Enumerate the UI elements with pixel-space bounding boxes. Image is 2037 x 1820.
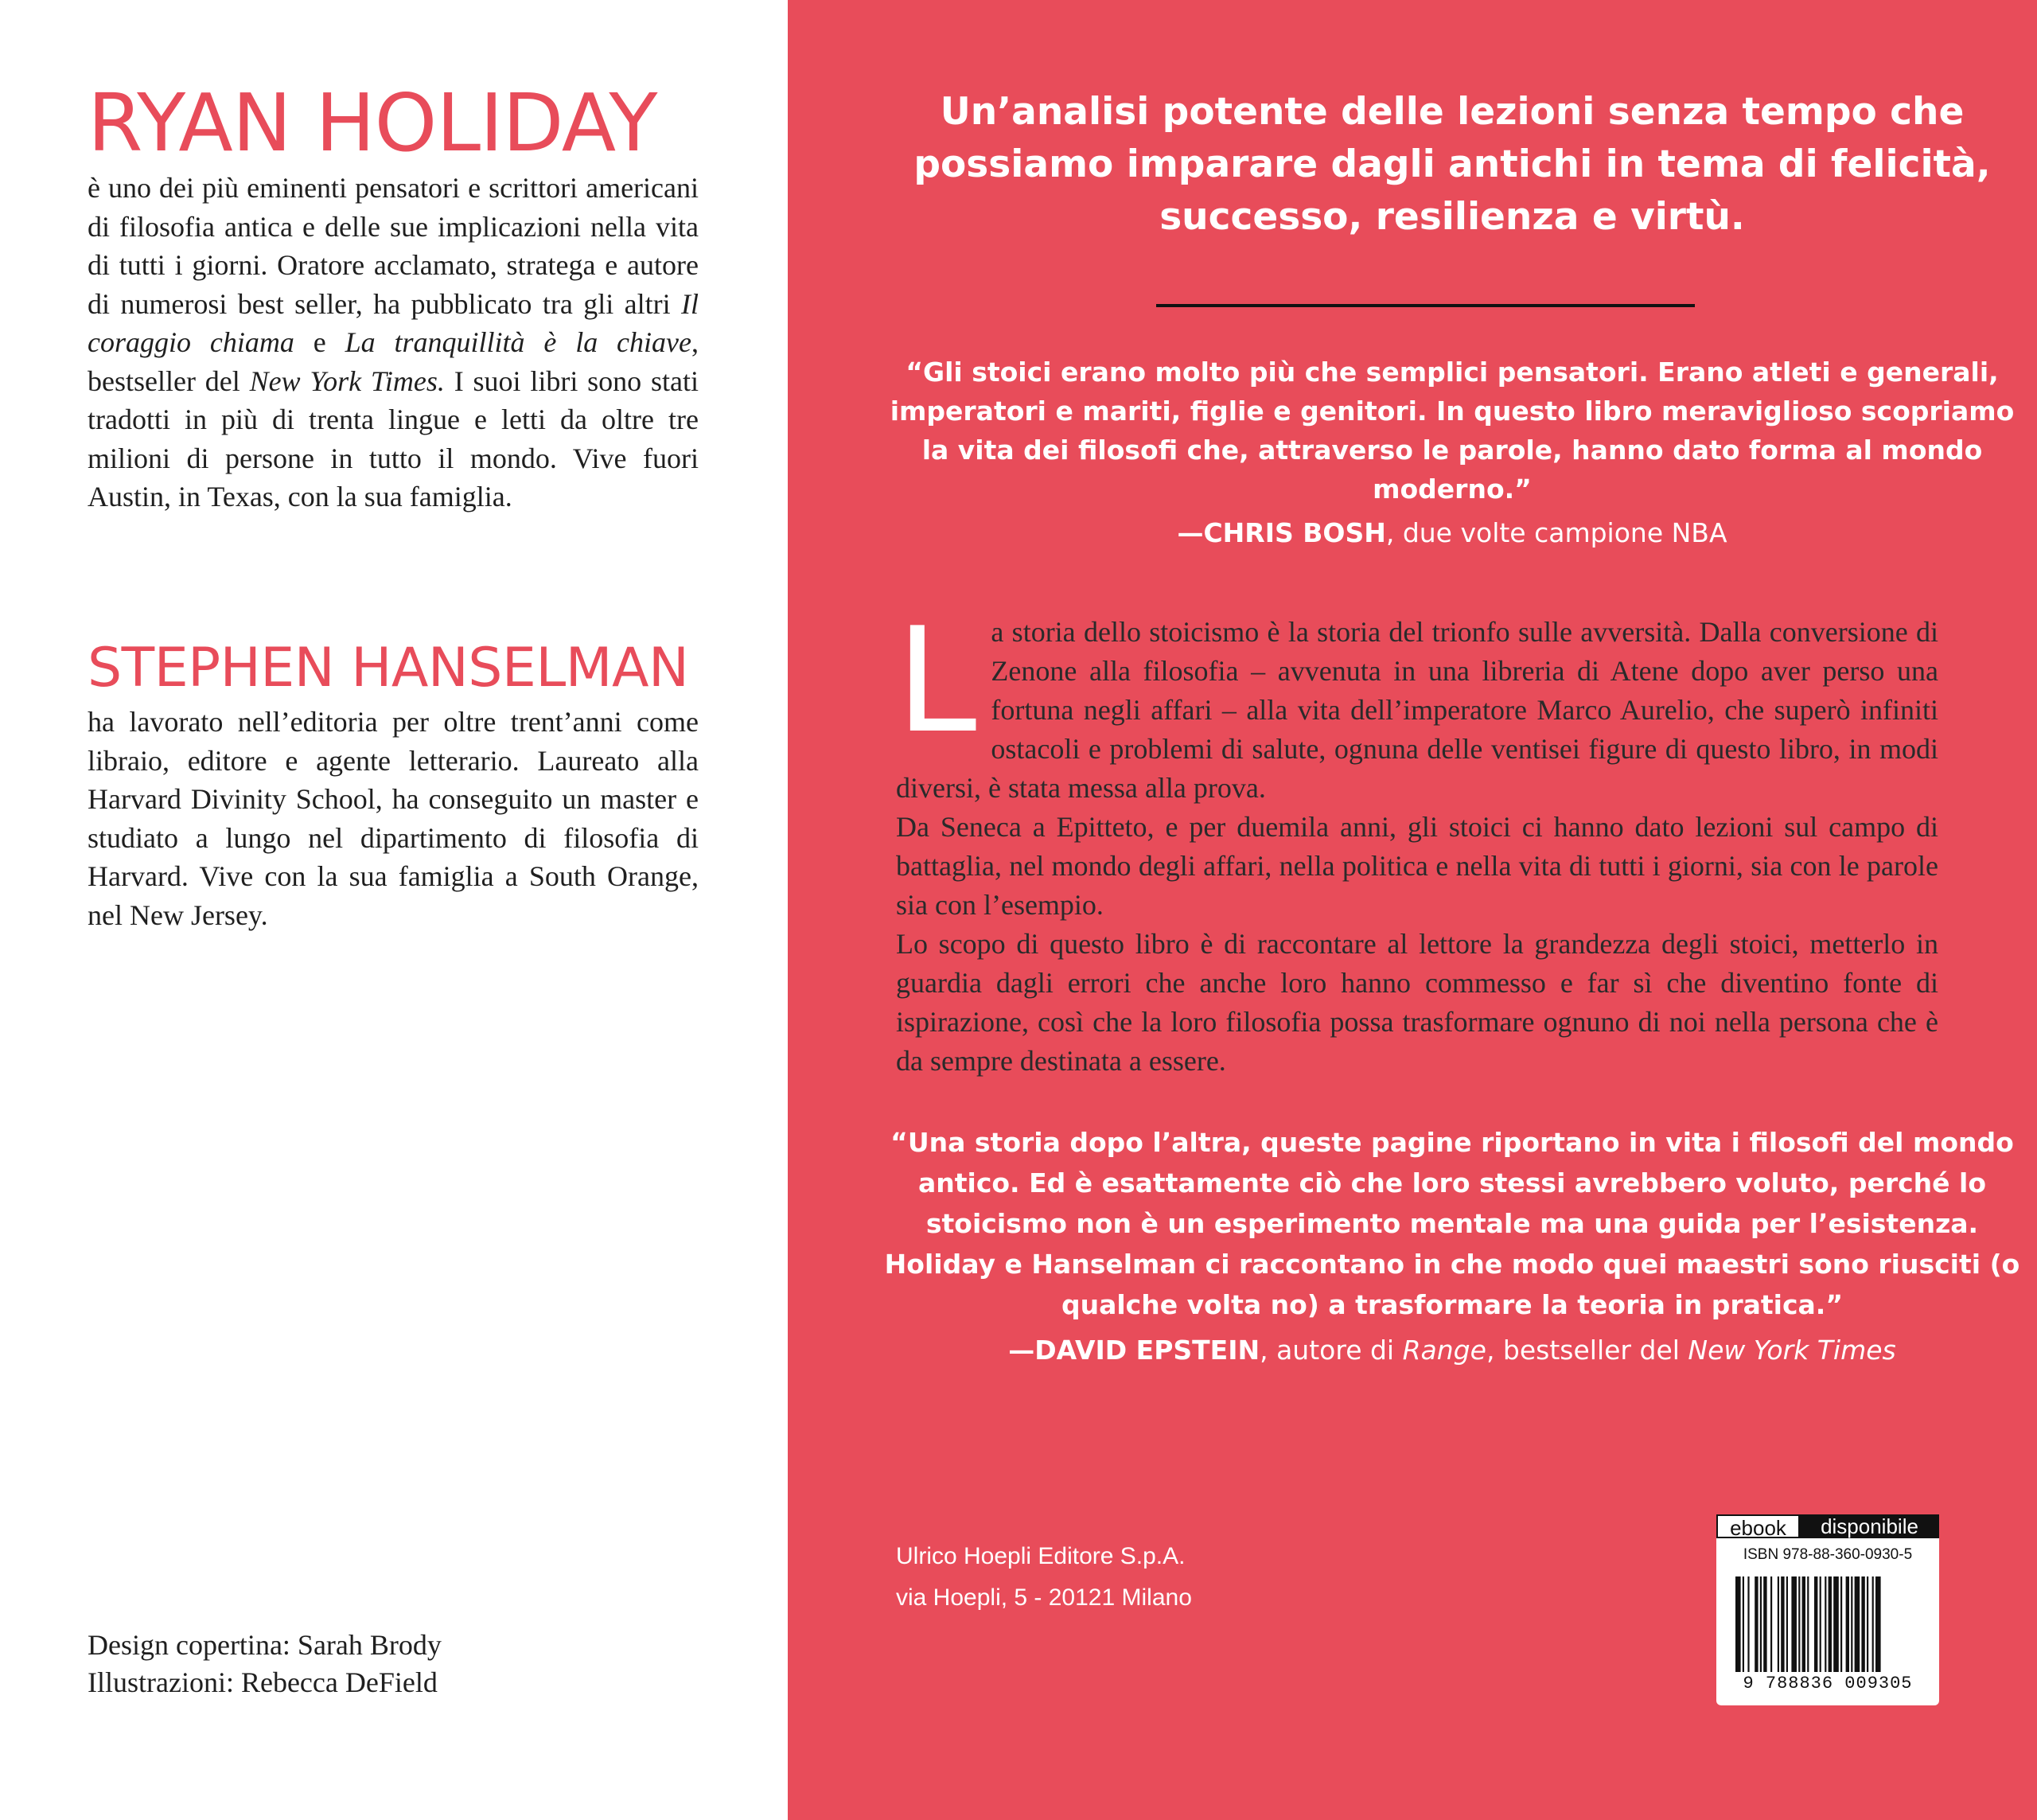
text-run: , bestseller del	[1486, 1335, 1688, 1366]
book-description	[896, 596, 1938, 1081]
description-paragraph-2: Da Seneca a Epitteto, e per duemila anni, gli stoici ci hanno dato lezioni sul campo di battaglia, nel mondo degli affari, nella politica e nella vita di tutti i giorni, sia con le parole sia con l’esempio.	[896, 811, 1938, 921]
bold-text: —CHRIS BOSH	[1177, 517, 1386, 548]
barcode-bar	[1763, 1576, 1766, 1672]
illustrations-credit: Illustrazioni: Rebecca DeField	[88, 1666, 438, 1698]
divider-line	[1156, 304, 1695, 307]
isbn-number: ISBN 978-88-360-0930-5	[1743, 1546, 1913, 1563]
barcode-bar	[1778, 1576, 1779, 1672]
barcode-bar	[1825, 1576, 1826, 1672]
text-run: , autore di	[1260, 1335, 1403, 1366]
barcode-bar	[1840, 1576, 1842, 1672]
barcode-bar	[1807, 1576, 1809, 1672]
isbn-barcode-block	[1716, 1514, 1939, 1705]
italic-text: New York Times	[1688, 1335, 1896, 1366]
drop-cap: L	[896, 596, 977, 765]
barcode-bar	[1814, 1576, 1817, 1672]
ebook-availability-badge	[1716, 1514, 1939, 1538]
endorsement-attribution	[875, 1330, 2029, 1370]
author-name-ryan-holiday: RYAN HOLIDAY	[88, 76, 657, 170]
author-bio-stephen-hanselman: ha lavorato nell’editoria per oltre trent’anni come libraio, editore e agente letterario. Laureato alla Harvard Divinity School, ha conseguito un master e studiato a lungo nel dipartimento di filosofia di Harvard. Vive con la sua famiglia a South Orange, nel New Jersey.	[88, 706, 699, 931]
italic-text: La tranquillità è la chiave	[345, 326, 691, 358]
publisher-name: Ulrico Hoepli Editore S.p.A.	[896, 1543, 1186, 1569]
barcode-bar	[1872, 1576, 1874, 1672]
barcode-bar	[1760, 1576, 1762, 1672]
left-flap	[0, 0, 788, 1820]
barcode-bar	[1747, 1576, 1749, 1672]
text-run: è uno dei più eminenti pensatori e scrittori americani di filosofia antica e delle sue implicazioni nella vita di tutti i giorni. Oratore acclamato, stratega e autore di numerosi best seller, ha pubblicato tra gli altri	[88, 172, 699, 320]
italic-text: Range	[1402, 1335, 1486, 1366]
ebook-label: ebook	[1716, 1514, 1800, 1538]
barcode-bar	[1770, 1576, 1772, 1672]
barcode-bar	[1861, 1576, 1864, 1672]
text-run: e	[294, 326, 345, 358]
barcode-bar	[1743, 1576, 1744, 1672]
barcode-bar	[1802, 1576, 1805, 1672]
barcode-bar	[1820, 1576, 1821, 1672]
barcode-bar	[1867, 1576, 1868, 1672]
barcode-bar	[1829, 1576, 1832, 1672]
publisher-address: via Hoepli, 5 - 20121 Milano	[896, 1584, 1192, 1611]
italic-text: New York Times.	[249, 364, 445, 397]
text-run: I suoi libri sono stati tradotti in più di trenta lingue e letti da oltre tre milioni di persone in tutto il mondo. Vive fuori Austin, in Texas, con la sua famiglia.	[88, 364, 699, 512]
barcode-bar	[1791, 1576, 1797, 1672]
barcode-bar	[1875, 1576, 1881, 1672]
endorsement-text: “Gli stoici erano molto più che semplici pensatori. Erano atleti e generali, imperatori e mariti, figlie e genitori. In questo libro meraviglioso scopriamo la vita dei filosofi che, attraverso le parole, hanno dato forma al mondo moderno.”	[890, 357, 2015, 505]
barcode-bar	[1735, 1576, 1741, 1672]
endorsement-david-epstein	[875, 1122, 2029, 1370]
barcode-bar	[1755, 1576, 1758, 1672]
author-bio-ryan-holiday	[88, 169, 699, 516]
barcode-bar	[1786, 1576, 1788, 1672]
italic-text: Il coraggio chiama	[88, 287, 699, 358]
cover-credits	[88, 1627, 442, 1701]
barcode-icon	[1735, 1576, 1920, 1672]
barcode-bar	[1798, 1576, 1800, 1672]
endorsement-chris-bosh	[875, 353, 2029, 552]
barcode-bar	[1781, 1576, 1784, 1672]
barcode-bar	[1851, 1576, 1852, 1672]
tagline: Un’analisi potente delle lezioni senza tempo che possiamo imparare dagli antichi in tema di felicità, successo, resilienza e virtù.	[913, 90, 1991, 239]
description-paragraph-3: Lo scopo di questo libro è di raccontare al lettore la grandezza degli stoici, metterlo in guardia dagli errori che anche loro hanno commesso e far sì che diventino fonte di ispirazione, così che la loro filosofia possa trasformare ognuno di noi nella persona che è da sempre destinata a essere.	[896, 928, 1938, 1077]
design-credit: Design copertina: Sarah Brody	[88, 1629, 442, 1661]
barcode-bar	[1846, 1576, 1849, 1672]
author-name-stephen-hanselman: STEPHEN HANSELMAN	[88, 637, 689, 700]
endorsement-text: “Una storia dopo l’altra, queste pagine riportano in vita i filosofi del mondo antico. Ed è esattamente ciò che loro stessi avrebbero voluto, perché lo stoicismo non è un esperimento mentale ma una guida per l’esistenza. Holiday e Hanselman ci raccontano in che modo quei maestri sono riusciti (o qualche volta no) a trasformare la teoria in pratica.”	[884, 1127, 2020, 1320]
ebook-status: disponibile	[1800, 1514, 1939, 1538]
barcode-digits: 9 788836 009305	[1743, 1674, 1913, 1693]
barcode-bar	[1833, 1576, 1839, 1672]
publisher-info	[896, 1536, 1192, 1619]
text-run: , due volte campione NBA	[1385, 517, 1727, 548]
bold-text: —DAVID EPSTEIN	[1008, 1335, 1260, 1366]
description-paragraph-1: a storia dello stoicismo è la storia del trionfo sulle avversità. Dalla conversione di Zenone alla filosofia – avvenuta in una libreria di Atene dopo aver perso una fortuna negli affari – alla vita dell’imperatore Marco Aurelio, che superò infiniti ostacoli e problemi di salute, ognuna delle ventisei figure di questo libro, in modi diversi, è stata messa alla prova.	[896, 616, 1938, 804]
endorsement-attribution	[875, 513, 2029, 552]
barcode-bar	[1855, 1576, 1860, 1672]
text-run: , bestseller del	[88, 326, 699, 397]
